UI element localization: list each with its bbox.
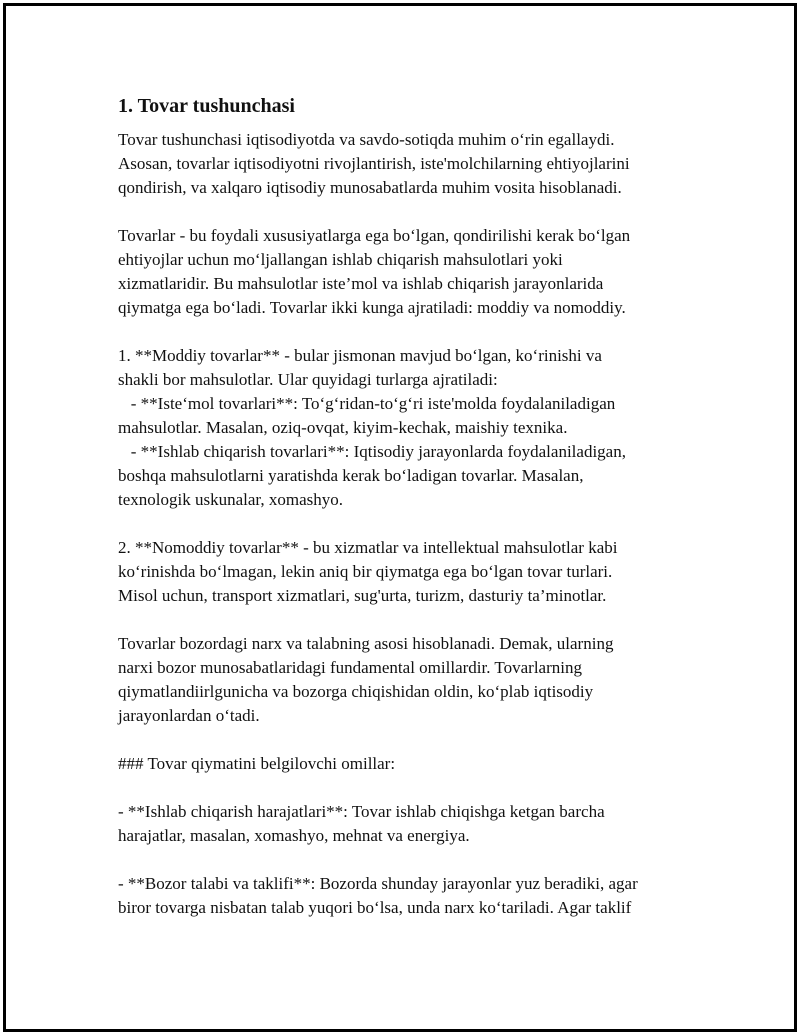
- text-line: jarayonlardan o‘tadi.: [118, 706, 260, 725]
- section-heading: 1. Tovar tushunchasi: [118, 95, 295, 117]
- text-line: biror tovarga nisbatan talab yuqori bo‘lsa, unda narx ko‘tariladi. Agar taklif: [118, 898, 632, 917]
- text-line: xizmatlaridir. Bu mahsulotlar iste’mol va ishlab chiqarish jarayonlarida: [118, 274, 604, 293]
- paragraph-material-goods: [118, 344, 693, 512]
- text-line: boshqa mahsulotlarni yaratishda kerak bo‘ladigan tovarlar. Masalan,: [118, 466, 584, 485]
- text-line: - **Bozor talabi va taklifi**: Bozorda shunday jarayonlar yuz beradiki, agar: [118, 874, 638, 893]
- text-line: Tovarlar - bu foydali xususiyatlarga ega bo‘lgan, qondirilishi kerak bo‘lgan: [118, 226, 631, 245]
- paragraph-intangible-goods: [118, 536, 693, 608]
- text-line: Tovar tushunchasi iqtisodiyotda va savdo-sotiqda muhim o‘rin egallaydi.: [118, 130, 615, 149]
- text-line: - **Ishlab chiqarish tovarlari**: Iqtisodiy jarayonlarda foydalaniladigan,: [118, 442, 626, 461]
- text-line: - **Ishlab chiqarish harajatlari**: Tovar ishlab chiqishga ketgan barcha: [118, 802, 605, 821]
- text-line: ### Tovar qiymatini belgilovchi omillar:: [118, 754, 396, 773]
- paragraph-intro: [118, 128, 693, 200]
- text-line: 2. **Nomoddiy tovarlar** - bu xizmatlar va intellektual mahsulotlar kabi: [118, 538, 618, 557]
- text-line: ehtiyojlar uchun mo‘ljallangan ishlab chiqarish mahsulotlari yoki: [118, 250, 563, 269]
- text-line: narxi bozor munosabatlaridagi fundamental omillardir. Tovarlarning: [118, 658, 582, 677]
- text-line: harajatlar, masalan, xomashyo, mehnat va energiya.: [118, 826, 470, 845]
- document-body: [118, 92, 693, 944]
- text-line: ko‘rinishda bo‘lmagan, lekin aniq bir qiymatga ega bo‘lgan tovar turlari.: [118, 562, 613, 581]
- text-line: Asosan, tovarlar iqtisodiyotni rivojlantirish, iste'molchilarning ehtiyojlarini: [118, 154, 630, 173]
- text-line: mahsulotlar. Masalan, oziq-ovqat, kiyim-kechak, maishiy texnika.: [118, 418, 568, 437]
- text-line: Tovarlar bozordagi narx va talabning asosi hisoblanadi. Demak, ularning: [118, 634, 614, 653]
- text-line: Misol uchun, transport xizmatlari, sug'urta, turizm, dasturiy ta’minotlar.: [118, 586, 607, 605]
- paragraph-definition: [118, 224, 693, 320]
- list-item-supply-demand: [118, 872, 693, 920]
- text-line: qondirish, va xalqaro iqtisodiy munosabatlarda muhim vosita hisoblanadi.: [118, 178, 622, 197]
- text-line: - **Iste‘mol tovarlari**: To‘g‘ridan-to‘g‘ri iste'molda foydalaniladigan: [118, 394, 616, 413]
- subheading-value-factors: [118, 752, 693, 776]
- paragraph-market: [118, 632, 693, 728]
- text-line: 1. **Moddiy tovarlar** - bular jismonan mavjud bo‘lgan, ko‘rinishi va: [118, 346, 602, 365]
- text-line: qiymatlandiirlgunicha va bozorga chiqishidan oldin, ko‘plab iqtisodiy: [118, 682, 594, 701]
- text-line: shakli bor mahsulotlar. Ular quyidagi turlarga ajratiladi:: [118, 370, 498, 389]
- text-line: texnologik uskunalar, xomashyo.: [118, 490, 344, 509]
- list-item-production-costs: [118, 800, 693, 848]
- text-line: qiymatga ega bo‘ladi. Tovarlar ikki kunga ajratiladi: moddiy va nomoddiy.: [118, 298, 626, 317]
